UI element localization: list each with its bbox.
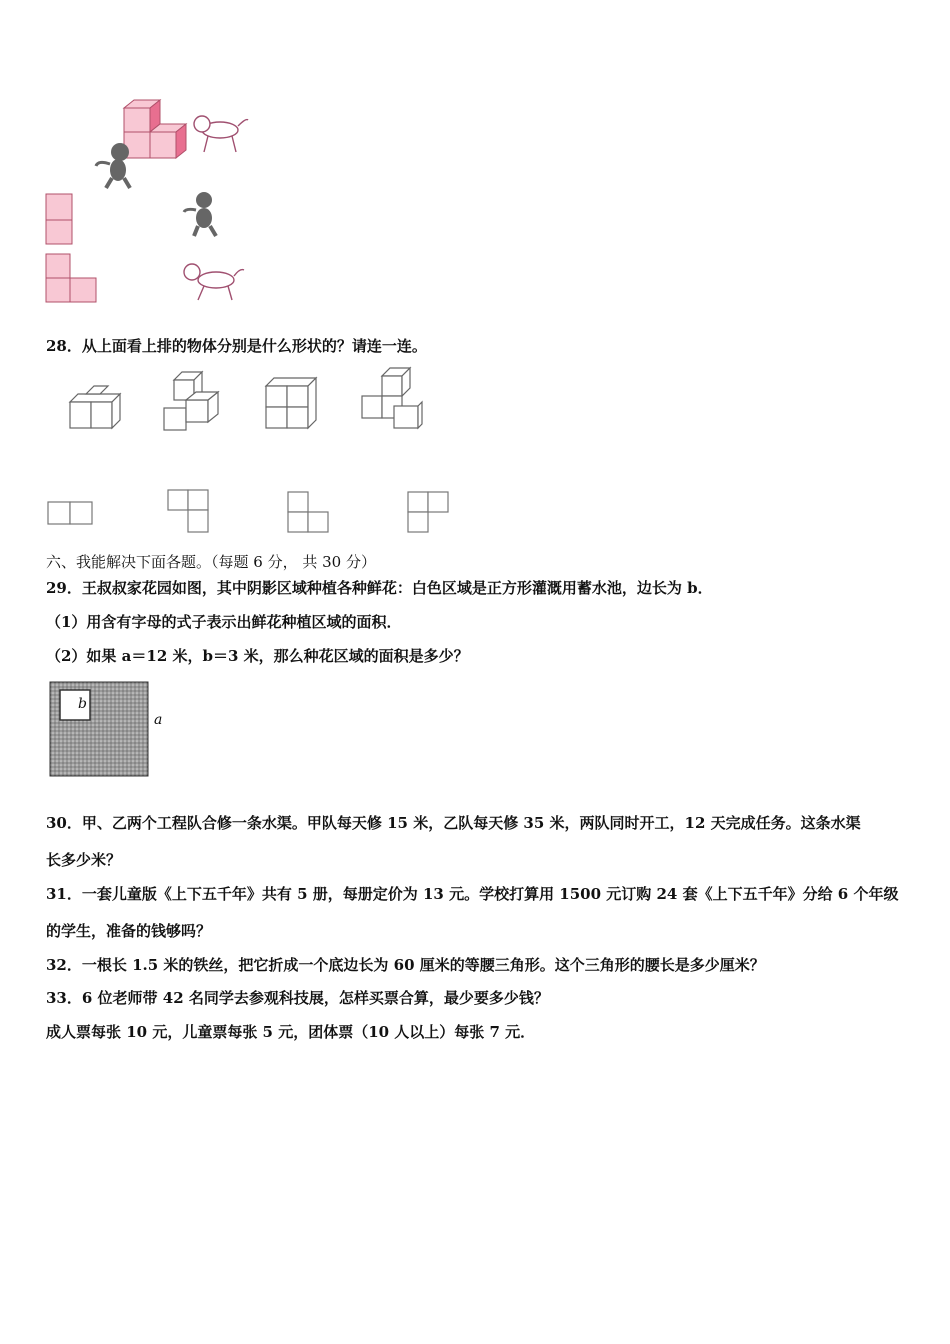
question-30-line2: 长多少米？ — [46, 851, 122, 869]
dog-icon — [194, 116, 248, 152]
plan-l — [288, 492, 328, 532]
question-31-line2: 的学生，准备的钱够吗？ — [46, 922, 212, 940]
question-33-line2: 成人票每张 10 元，儿童票每张 5 元，团体票（10 人以上）每张 7 元． — [46, 1023, 536, 1041]
plan-l-reverse — [168, 490, 208, 532]
question-32-text: 32．一根长 1.5 米的铁丝，把它折成一个底边长为 60 厘米的等腰三角形。这个三角形的腰长是多少厘米？ — [46, 956, 765, 974]
object-two-cubes — [70, 386, 120, 428]
question-31-line1: 31．一套儿童版《上下五千年》共有 5 册，每册定价为 13 元。学校打算用 1500 元订购 24 套《上下五千年》分给 6 个年级 — [46, 885, 899, 903]
dog-icon — [184, 264, 244, 300]
monkey-icon — [184, 192, 216, 236]
view-shape-vertical-two — [46, 194, 72, 244]
question-30-line1: 30．甲、乙两个工程队合修一条水渠。甲队每天修 15 米，乙队每天修 35 米，两队同时开工，12 天完成任务。这条水渠 — [46, 814, 861, 832]
pink-cube-stack — [124, 100, 186, 158]
question-29-part2: （2）如果 a＝12 米，b＝3 米，那么种花区域的面积是多少？ — [46, 647, 469, 665]
monkey-icon — [96, 143, 130, 188]
view-shape-l — [46, 254, 96, 302]
garden-diagram — [48, 680, 178, 780]
label-a: a — [154, 712, 163, 728]
question-33-line1: 33．6 位老师带 42 名同学去参观科技展，怎样买票合算，最少要多少钱？ — [46, 989, 549, 1007]
question-29-text: 29．王叔叔家花园如图，其中阴影区域种植各种鲜花：白色区域是正方形灌溉用蓄水池，边长为 b． — [46, 579, 713, 597]
plan-two-horizontal — [48, 502, 92, 524]
section-6-heading: 六、我能解决下面各题。（每题 6 分， 共 30 分） — [46, 553, 376, 571]
question-29-part1: （1）用含有字母的式子表示出鲜花种植区域的面积． — [46, 613, 402, 631]
cube-observers-figure — [40, 92, 260, 312]
q28-3d-objects — [60, 366, 440, 436]
question-28-text: 28．从上面看上排的物体分别是什么形状的？请连一连。 — [46, 337, 427, 355]
object-tower — [362, 368, 422, 428]
object-three-cubes-step — [164, 372, 218, 430]
garden-figure — [48, 680, 178, 780]
label-b: b — [78, 696, 87, 712]
plan-corner — [408, 492, 448, 532]
q28-plan-views — [44, 488, 464, 538]
object-square-block — [266, 378, 316, 428]
